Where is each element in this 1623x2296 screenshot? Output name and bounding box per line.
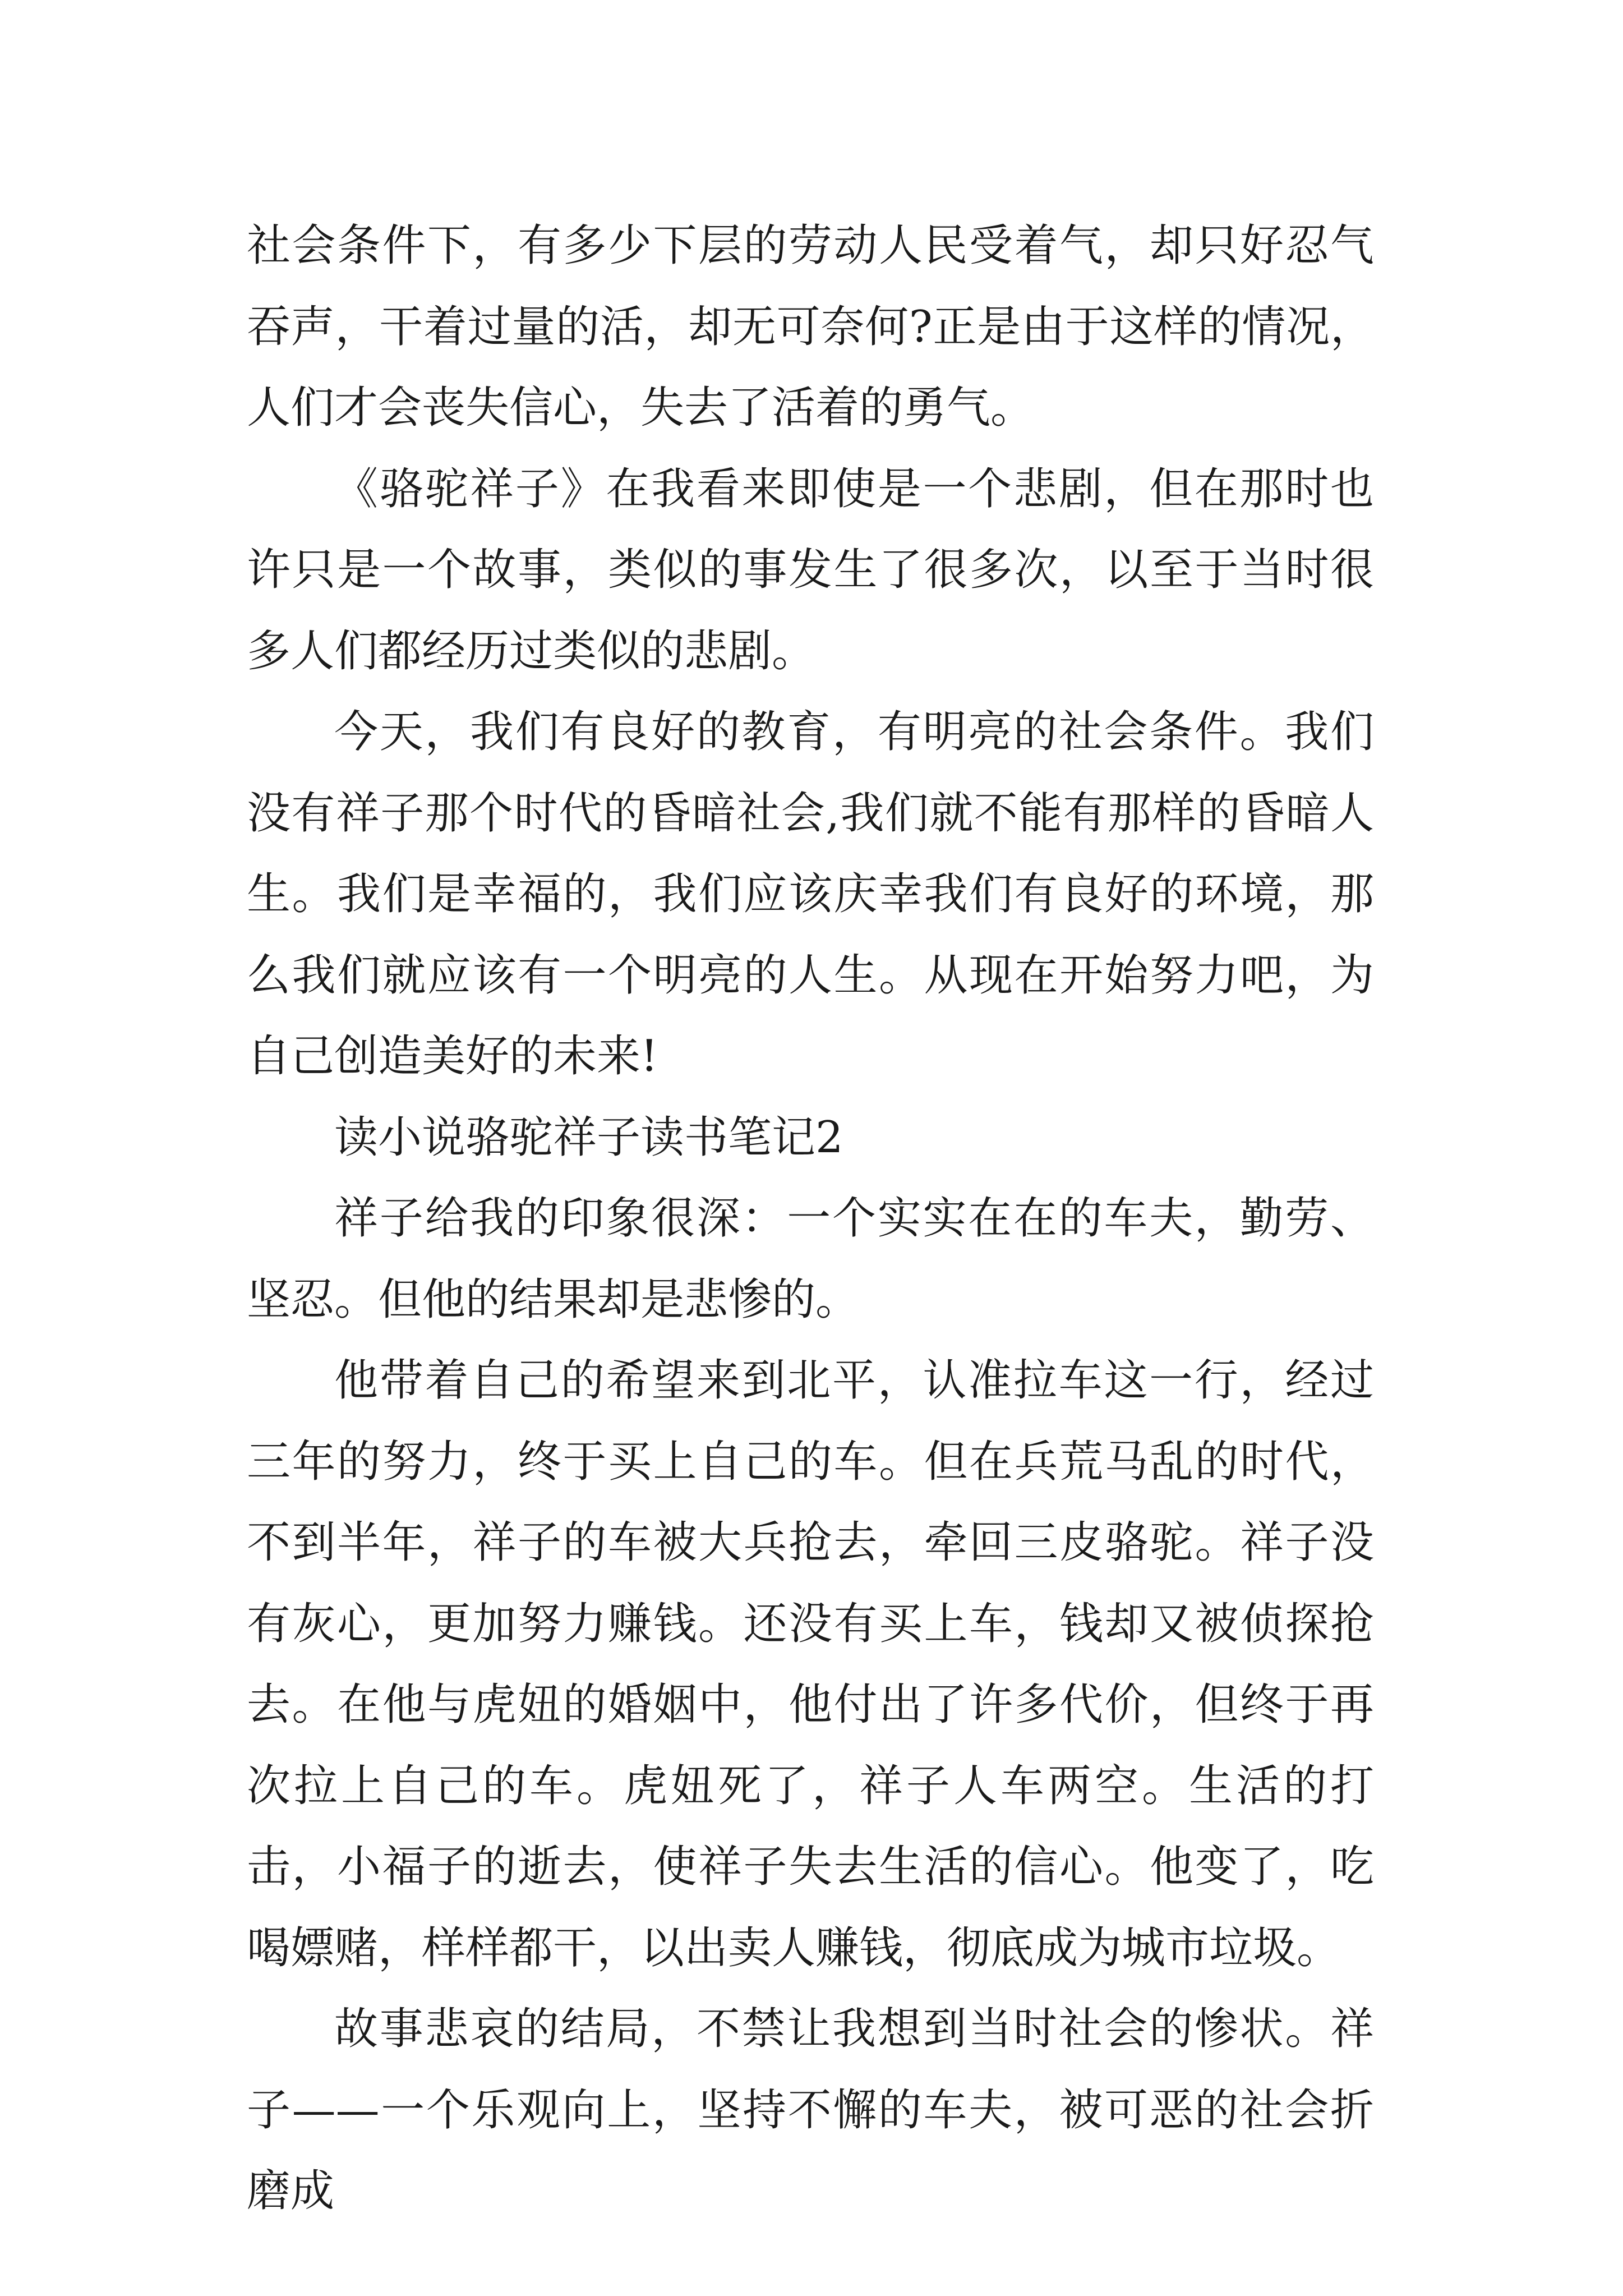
paragraph-2: 《骆驼祥子》在我看来即使是一个悲剧，但在那时也许只是一个故事，类似的事发生了很多次，以至于当时很多人们都经历过类似的悲剧。 (247, 463, 1374, 677)
paragraph-5: 他带着自己的希望来到北平，认准拉车这一行，经过三年的努力，终于买上自己的车。但在兵荒马乱的时代，不到半年，祥子的车被大兵抢去，牵回三皮骆驼。祥子没有灰心，更加努力赚钱。还没有买上车，钱却又被侦探抢去。在他与虎妞的婚姻中，他付出了许多代价，但终于再次拉上自己的车。虎妞死了，祥子人车两空。生活的打击，小福子的逝去，使祥子失去生活的信心。他变了，吃喝嫖赌，样样都干，以出卖人赚钱，彻底成为城市垃圾。 (247, 1355, 1374, 1973)
paragraph-1: 社会条件下，有多少下层的劳动人民受着气，却只好忍气吞声，干着过量的活，却无可奈何?正是由于这样的情况，人们才会丧失信心，失去了活着的勇气。 (247, 220, 1374, 433)
paragraph-6: 故事悲哀的结局，不禁让我想到当时社会的惨状。祥子——一个乐观向上，坚持不懈的车夫，被可恶的社会折磨成 (247, 2004, 1374, 2216)
section-heading: 读小说骆驼祥子读书笔记2 (334, 1112, 843, 1163)
document-body (247, 205, 1374, 2232)
paragraph-3: 今天，我们有良好的教育，有明亮的社会条件。我们没有祥子那个时代的昏暗社会,我们就不能有那样的昏暗人生。我们是幸福的，我们应该庆幸我们有良好的环境，那么我们就应该有一个明亮的人生。从现在开始努力吧，为自己创造美好的未来! (247, 707, 1374, 1082)
paragraph-4: 祥子给我的印象很深：一个实实在在的车夫，勤劳、坚忍。但他的结果却是悲惨的。 (247, 1193, 1374, 1325)
